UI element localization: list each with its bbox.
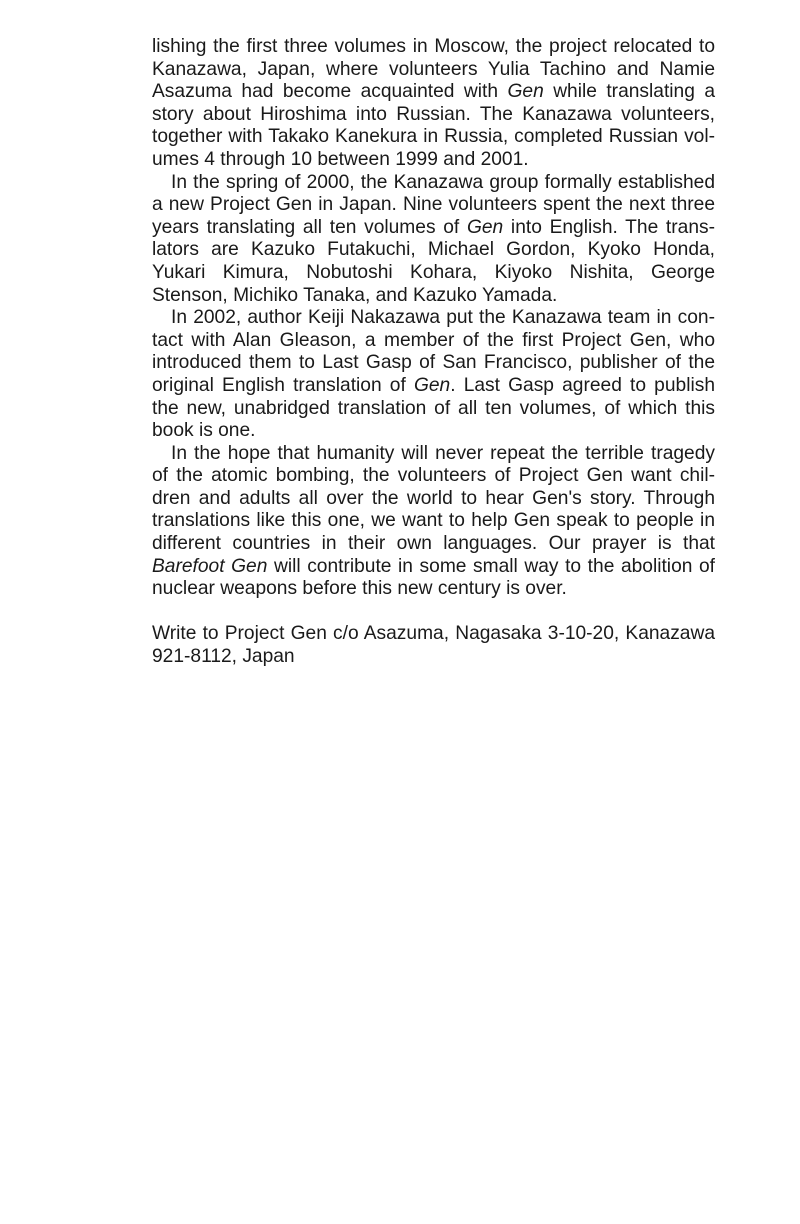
paragraph-4 bbox=[152, 443, 715, 601]
text-segment: years translating all ten volumes of bbox=[152, 216, 467, 238]
paragraph-2 bbox=[152, 172, 715, 308]
text-line: different countries in their own languages. Our prayer is that bbox=[152, 533, 715, 555]
italic-title: Gen bbox=[466, 216, 504, 238]
text-line: together with Takako Kanekura in Russia, completed Russian vol- bbox=[152, 126, 715, 148]
text-segment: Asazuma had become acquainted with bbox=[152, 81, 508, 103]
address-line: 921-8112, Japan bbox=[152, 646, 295, 668]
text-line: umes 4 through 10 between 1999 and 2001. bbox=[152, 148, 529, 170]
text-segment: . Last Gasp agreed to publish bbox=[450, 374, 715, 396]
text-line: dren and adults all over the world to hear Gen's story. Through bbox=[152, 487, 715, 509]
italic-title: Barefoot Gen bbox=[152, 555, 268, 577]
page-body bbox=[152, 36, 715, 669]
text-line bbox=[152, 556, 715, 579]
text-line: translations like this one, we want to help Gen speak to people in bbox=[152, 510, 715, 532]
text-line: Kanazawa, Japan, where volunteers Yulia Tachino and Namie bbox=[152, 58, 715, 80]
paragraph-1 bbox=[152, 36, 715, 172]
text-line: a new Project Gen in Japan. Nine volunteers spent the next three bbox=[152, 194, 715, 216]
text-segment: original English translation of bbox=[152, 374, 414, 396]
text-line: introduced them to Last Gasp of San Francisco, publisher of the bbox=[152, 352, 715, 374]
text-line bbox=[152, 81, 715, 104]
text-line: story about Hiroshima into Russian. The Kanazawa volunteers, bbox=[152, 103, 715, 125]
text-line: nuclear weapons before this new century is over. bbox=[152, 578, 567, 600]
paragraph-3 bbox=[152, 307, 715, 443]
text-line: the new, unabridged translation of all ten volumes, of which this bbox=[152, 397, 715, 419]
text-line: In the hope that humanity will never repeat the terrible tragedy bbox=[171, 442, 715, 464]
text-segment: into English. The trans- bbox=[503, 216, 715, 238]
contact-address bbox=[152, 623, 715, 668]
italic-title: Gen bbox=[507, 81, 544, 103]
italic-title: Gen bbox=[413, 374, 451, 396]
text-line: Yukari Kimura, Nobutoshi Kohara, Kiyoko Nishita, George bbox=[152, 261, 715, 283]
text-segment: will contribute in some small way to the abolition of bbox=[267, 555, 715, 577]
text-line: of the atomic bombing, the volunteers of Project Gen want chil- bbox=[152, 465, 715, 487]
text-line: lishing the first three volumes in Moscow, the project relocated to bbox=[152, 36, 715, 57]
text-line: In 2002, author Keiji Nakazawa put the Kanazawa team in con- bbox=[171, 307, 715, 329]
text-line: book is one. bbox=[152, 420, 256, 442]
text-line: In the spring of 2000, the Kanazawa group formally established bbox=[171, 171, 715, 193]
text-line: lators are Kazuko Futakuchi, Michael Gordon, Kyoko Honda, bbox=[152, 239, 715, 261]
text-line: tact with Alan Gleason, a member of the first Project Gen, who bbox=[152, 329, 715, 351]
text-line bbox=[152, 217, 715, 240]
text-line bbox=[152, 375, 715, 398]
text-segment: while translating a bbox=[543, 81, 715, 103]
text-line: Stenson, Michiko Tanaka, and Kazuko Yamada. bbox=[152, 284, 558, 306]
address-line: Write to Project Gen c/o Asazuma, Nagasaka 3-10-20, Kanazawa bbox=[152, 623, 715, 645]
